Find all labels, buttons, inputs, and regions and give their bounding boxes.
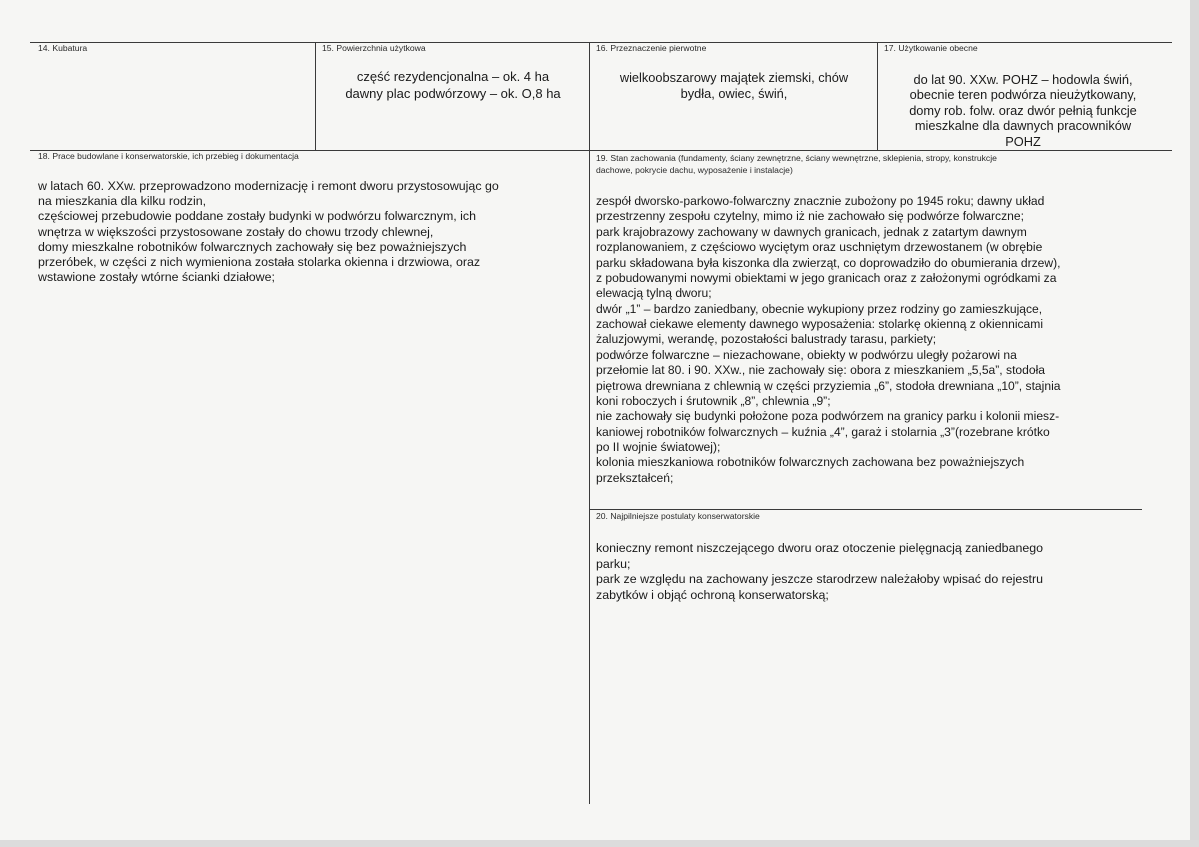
field-19-line: przestrzenny zespołu czytelny, mimo iż nie zachowało się podwórze folwarczne; [596,209,1024,224]
field-14-label: 14. Kubatura [38,43,88,53]
field-18-line: w latach 60. XXw. przeprowadzono modernizację i remont dworu przystosowując go [38,179,499,193]
field-15-label: 15. Powierzchnia użytkowa [322,43,426,53]
field-16-line: wielkoobszarowy majątek ziemski, chów [619,70,849,85]
field-19-line: kaniowej robotników folwarcznych – kuźnia „4”, garaż i stolarnia „3”(rozebrane krótko [596,424,1050,439]
field-17-text [878,72,1168,149]
field-19-line: przełomie lat 80. i 90. XXw., nie zachowały się: obora z mieszkaniem „5,5a”, stodoła [596,363,1046,378]
field-18-label: 18. Prace budowlane i konserwatorskie, ich przebieg i dokumentacja [38,151,299,161]
field-16-label: 16. Przeznaczenie pierwotne [596,43,707,53]
field-19-line: podwórze folwarczne – niezachowane, obiekty w podwórzu uległy pożarowi na [596,347,1017,362]
field-16-line: bydła, owiec, świń, [680,86,788,101]
field-17-line: do lat 90. XXw. POHZ – hodowla świń, [913,72,1133,87]
field-18-text [38,179,586,285]
field-20-line: zabytków i objąć ochroną konserwatorską; [596,587,829,602]
field-20-text [596,541,1156,603]
field-19-line: piętrowa drewniana z chlewnią w części przyziemia „6”, stodoła drewniana „10”, stajnia [596,378,1061,393]
field-19-line: po II wojnie światowej); [596,440,721,454]
field-17-line: domy rob. folw. oraz dwór pełnią funkcje [909,102,1137,118]
field-20-line: parku; [596,556,631,571]
field-19-text [596,194,1176,486]
field-19-line: rozplanowaniem, z częściowo wyciętym oraz uschniętym drzewostanem (w obrębie [596,240,1043,255]
field-17-line: obecnie teren podwórza nieużytkowany, [909,87,1137,103]
field-19-line: elewacją tylną dworu; [596,286,712,301]
scan-edge-right [1190,0,1199,847]
field-18-line: domy mieszkalne robotników folwarcznych zachowały się bez poważniejszych [38,239,467,254]
field-19-line: koni roboczych i śrutownik „8”, chlewnia „9”; [596,393,831,408]
field-17-label: 17. Użytkowanie obecne [884,43,978,53]
col-divider-main [589,42,590,804]
field-19-label-line-1: 19. Stan zachowania (fundamenty, ściany zewnętrzne, ściany wewnętrzne, sklepienia, stropy, konstrukcje [596,153,997,163]
field-15-line: część rezydencjonalna – ok. 4 ha [356,69,550,84]
field-20-top-rule [590,509,1142,510]
field-19-line: żaluzjowymi, werandę, pozostałości balustrady tarasu, parkiety; [596,332,937,347]
field-18-line: wnętrza w większości przystosowane zostały do chowu trzody chlewnej, [38,224,434,239]
field-15-line: dawny plac podwórzowy – ok. O,8 ha [345,85,561,101]
field-16-text [592,70,876,102]
field-20-line: park ze względu na zachowany jeszcze starodrzew należałoby wpisać do rejestru [596,572,1043,587]
field-18-line: częściowej przebudowie poddane zostały budynki w podwórzu folwarcznym, ich [38,209,477,224]
field-18-line: przeróbek, w części z nich wymieniona została stolarka okienna i drzwiowa, oraz [38,255,481,270]
field-19-line: kolonia mieszkaniowa robotników folwarcznych zachowana bez poważniejszych [596,455,1025,470]
field-19-line: z pobudowanymi nowymi obiektami w jego granicach oraz z założonymi ogródkami za [596,270,1057,285]
field-18-line: wstawione zostały wtórne ścianki działowe; [38,270,275,285]
field-19-line: nie zachowały się budynki położone poza podwórzem na granicy parku i kolonii miesz- [596,409,1060,424]
field-19-line: zespół dworsko-parkowo-folwarczny znacznie zubożony po 1945 roku; dawny układ [596,194,1045,208]
field-18-line: na mieszkania dla kilku rodzin, [38,194,207,209]
field-19-line: przekształceń; [596,470,674,485]
col-divider-14-15 [315,42,316,150]
field-20-line: konieczny remont niszczejącego dworu oraz otoczenie pielęgnacją zaniedbanego [596,541,1044,555]
scan-edge-bottom [0,840,1199,847]
field-17-line: mieszkalne dla dawnych pracowników [914,118,1132,134]
field-20-label: 20. Najpilniejsze postulaty konserwatorskie [596,511,760,521]
field-19-line: dwór „1” – bardzo zaniedbany, obecnie wykupiony przez rodziny go zamieszkujące, [596,301,1043,316]
field-19-label-line-2: dachowe, pokrycie dachu, wyposażenie i instalacje) [596,165,793,175]
field-17-line: POHZ [1005,133,1041,149]
field-19-line: zachował ciekawe elementy dawnego wyposażenia: stolarkę okienną z okiennicami [596,317,1044,331]
field-15-text [318,69,588,102]
field-19-line: park krajobrazowy zachowany w dawnych granicach, jednak z zatartym dawnym [596,224,1027,239]
field-19-line: parku składowana była kiszonka dla zwierząt, co doprowadziło do obumierania drzew), [596,255,1061,270]
